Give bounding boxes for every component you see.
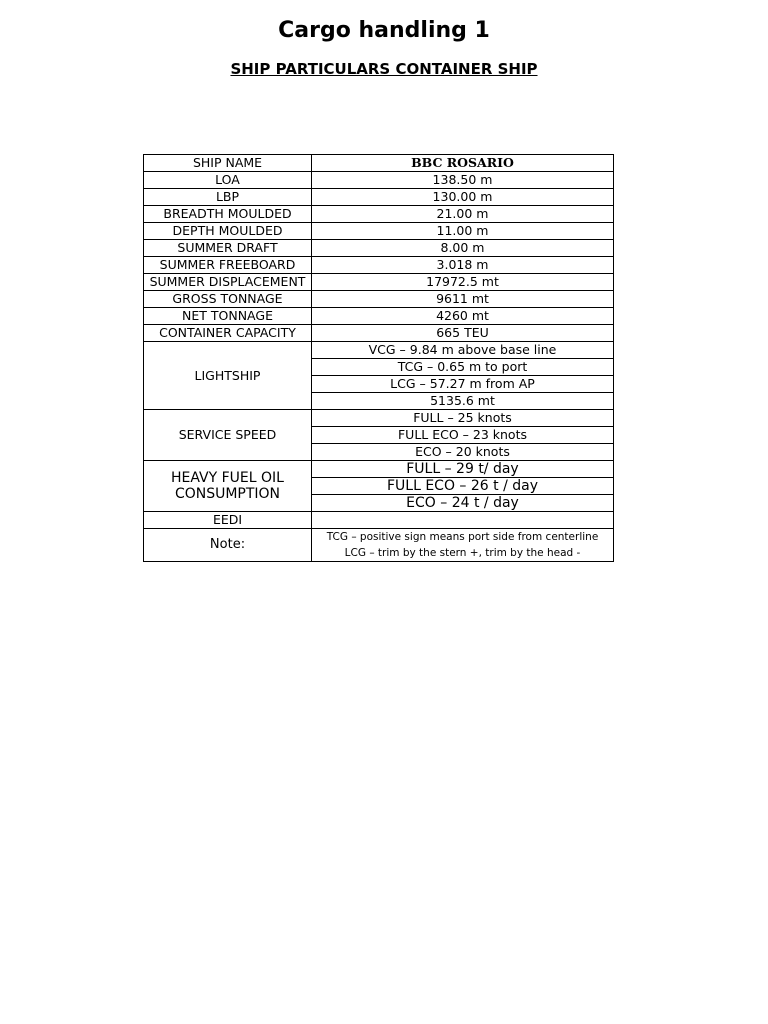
table-row bbox=[144, 342, 614, 359]
lightship-value: LCG – 57.27 m from AP bbox=[312, 376, 614, 393]
ship-name-value: BBC ROSARIO bbox=[312, 155, 614, 172]
row-value: 8.00 m bbox=[312, 240, 614, 257]
row-label: LOA bbox=[144, 172, 312, 189]
row-value: 11.00 m bbox=[312, 223, 614, 240]
eedi-value bbox=[312, 512, 614, 529]
row-value: 17972.5 mt bbox=[312, 274, 614, 291]
hfo-value: FULL – 29 t/ day bbox=[312, 461, 614, 478]
row-value: 130.00 m bbox=[312, 189, 614, 206]
service-speed-value: FULL ECO – 23 knots bbox=[312, 427, 614, 444]
hfo-value: ECO – 24 t / day bbox=[312, 495, 614, 512]
service-speed-label: SERVICE SPEED bbox=[144, 410, 312, 461]
row-value: 4260 mt bbox=[312, 308, 614, 325]
table-row bbox=[144, 155, 614, 172]
eedi-label: EEDI bbox=[144, 512, 312, 529]
row-label: NET TONNAGE bbox=[144, 308, 312, 325]
note-line1: TCG – positive sign means port side from centerline bbox=[326, 531, 599, 543]
hfo-consumption-label bbox=[144, 461, 312, 512]
table-row bbox=[144, 206, 614, 223]
row-value: 665 TEU bbox=[312, 325, 614, 342]
table-row bbox=[144, 410, 614, 427]
service-speed-value: ECO – 20 knots bbox=[312, 444, 614, 461]
note-label: Note: bbox=[144, 529, 312, 562]
row-value: 138.50 m bbox=[312, 172, 614, 189]
lightship-value: 5135.6 mt bbox=[312, 393, 614, 410]
note-line2: LCG – trim by the stern +, trim by the head - bbox=[344, 547, 581, 559]
table-row bbox=[144, 172, 614, 189]
hfo-label-line2: CONSUMPTION bbox=[174, 486, 281, 502]
document-subtitle: SHIP PARTICULARS CONTAINER SHIP bbox=[230, 60, 538, 78]
row-label: LBP bbox=[144, 189, 312, 206]
row-label: GROSS TONNAGE bbox=[144, 291, 312, 308]
row-value: 9611 mt bbox=[312, 291, 614, 308]
table-row bbox=[144, 257, 614, 274]
table-row bbox=[144, 274, 614, 291]
table-row bbox=[144, 325, 614, 342]
row-value: 21.00 m bbox=[312, 206, 614, 223]
table-row bbox=[144, 223, 614, 240]
table-row bbox=[144, 512, 614, 529]
table-row bbox=[144, 461, 614, 478]
row-label: CONTAINER CAPACITY bbox=[144, 325, 312, 342]
row-value: 3.018 m bbox=[312, 257, 614, 274]
table-row bbox=[144, 529, 614, 562]
table-row bbox=[144, 308, 614, 325]
document-title: Cargo handling 1 bbox=[278, 18, 490, 43]
row-label: SUMMER DISPLACEMENT bbox=[144, 274, 312, 291]
lightship-value: TCG – 0.65 m to port bbox=[312, 359, 614, 376]
hfo-value: FULL ECO – 26 t / day bbox=[312, 478, 614, 495]
table-row bbox=[144, 240, 614, 257]
row-label: DEPTH MOULDED bbox=[144, 223, 312, 240]
row-label: SUMMER DRAFT bbox=[144, 240, 312, 257]
row-label: BREADTH MOULDED bbox=[144, 206, 312, 223]
lightship-value: VCG – 9.84 m above base line bbox=[312, 342, 614, 359]
hfo-label-line1: HEAVY FUEL OIL bbox=[171, 470, 284, 486]
lightship-label: LIGHTSHIP bbox=[144, 342, 312, 410]
note-text bbox=[312, 529, 614, 562]
service-speed-value: FULL – 25 knots bbox=[312, 410, 614, 427]
row-label: SHIP NAME bbox=[144, 155, 312, 172]
table-row bbox=[144, 189, 614, 206]
ship-particulars-table bbox=[143, 154, 614, 562]
row-label: SUMMER FREEBOARD bbox=[144, 257, 312, 274]
table-row bbox=[144, 291, 614, 308]
